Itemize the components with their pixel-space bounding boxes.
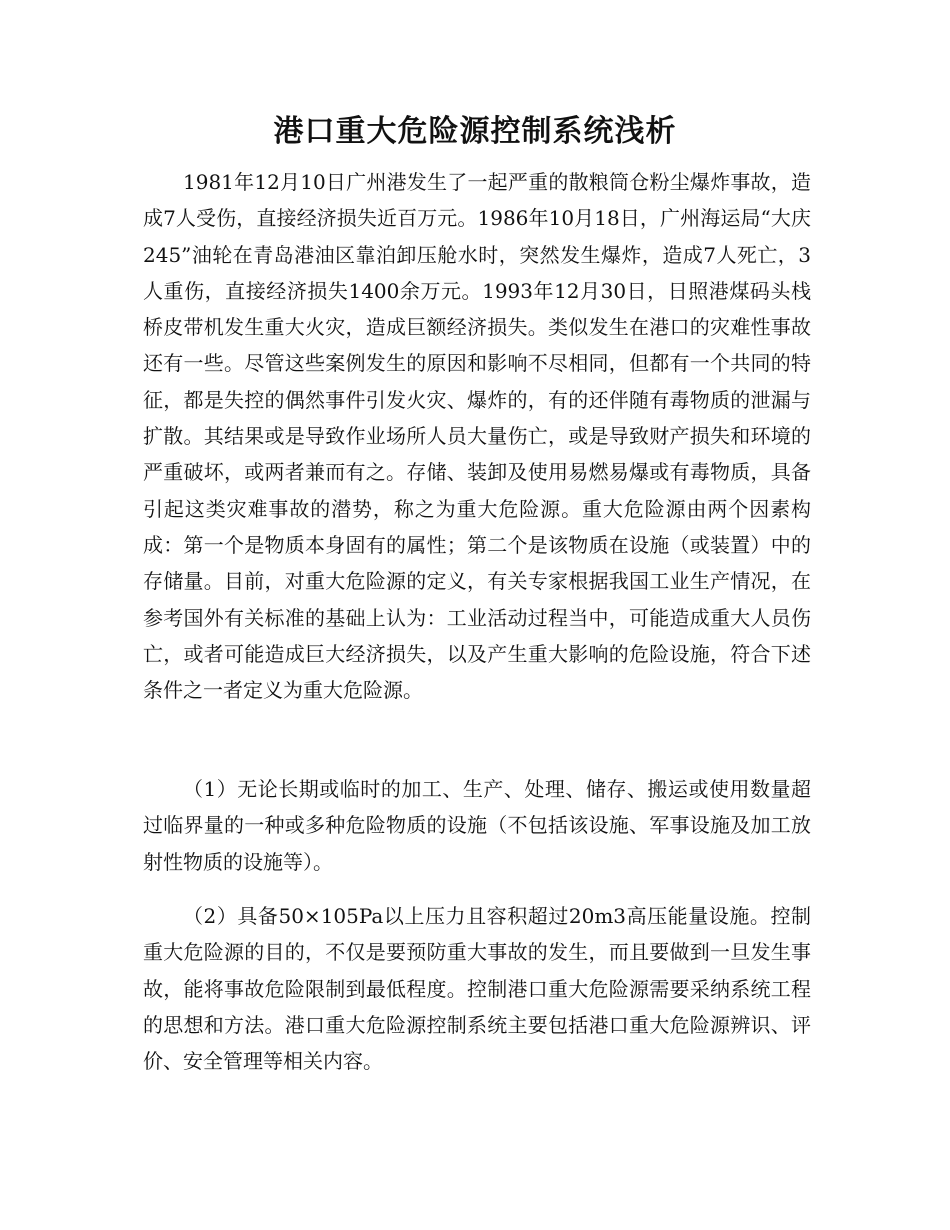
- document-title: 港口重大危险源控制系统浅析: [273, 114, 677, 149]
- paragraph-condition-1: （1）无论长期或临时的加工、生产、处理、储存、搬运或使用数量超过临界量的一种或多种危险物质的设施（不包括该设施、军事设施及加工放射性物质的设施等）。: [143, 777, 811, 874]
- paragraph-condition-2: （2）具备50×105Pa以上压力且容积超过20m3高压能量设施。控制重大危险源的目的，不仅是要预防重大事故的发生，而且要做到一旦发生事故，能将事故危险限制到最低程度。控制港口重大危险源需要采纳系统工程的思想和方法。港口重大危险源控制系统主要包括港口重大危险源辨识、评价、安全管理等相关内容。: [143, 904, 811, 1074]
- paragraph-intro: 1981年12月10日广州港发生了一起严重的散粮筒仓粉尘爆炸事故，造成7人受伤，直接经济损失近百万元。1986年10月18日，广州海运局“大庆245”油轮在青岛港油区靠泊卸压舱水时，突然发生爆炸，造成7人死亡，3人重伤，直接经济损失1400余万元。1993年12月30日，日照港煤码头栈桥皮带机发生重大火灾，造成巨额经济损失。类似发生在港口的灾难性事故还有一些。尽管这些案例发生的原因和影响不尽相同，但都有一个共同的特征，都是失控的偶然事件引发火灾、爆炸的，有的还伴随有毒物质的泄漏与扩散。其结果或是导致作业场所人员大量伤亡，或是导致财产损失和环境的严重破坏，或两者兼而有之。存储、装卸及使用易燃易爆或有毒物质，具备引起这类灾难事故的潜势，称之为重大危险源。重大危险源由两个因素构成：第一个是物质本身固有的属性；第二个是该物质在设施（或装置）中的存储量。目前，对重大危险源的定义，有关专家根据我国工业生产情况，在参考国外有关标准的基础上认为：工业活动过程当中，可能造成重大人员伤亡，或者可能造成巨大经济损失，以及产生重大影响的危险设施，符合下述条件之一者定义为重大危险源。: [143, 170, 811, 703]
